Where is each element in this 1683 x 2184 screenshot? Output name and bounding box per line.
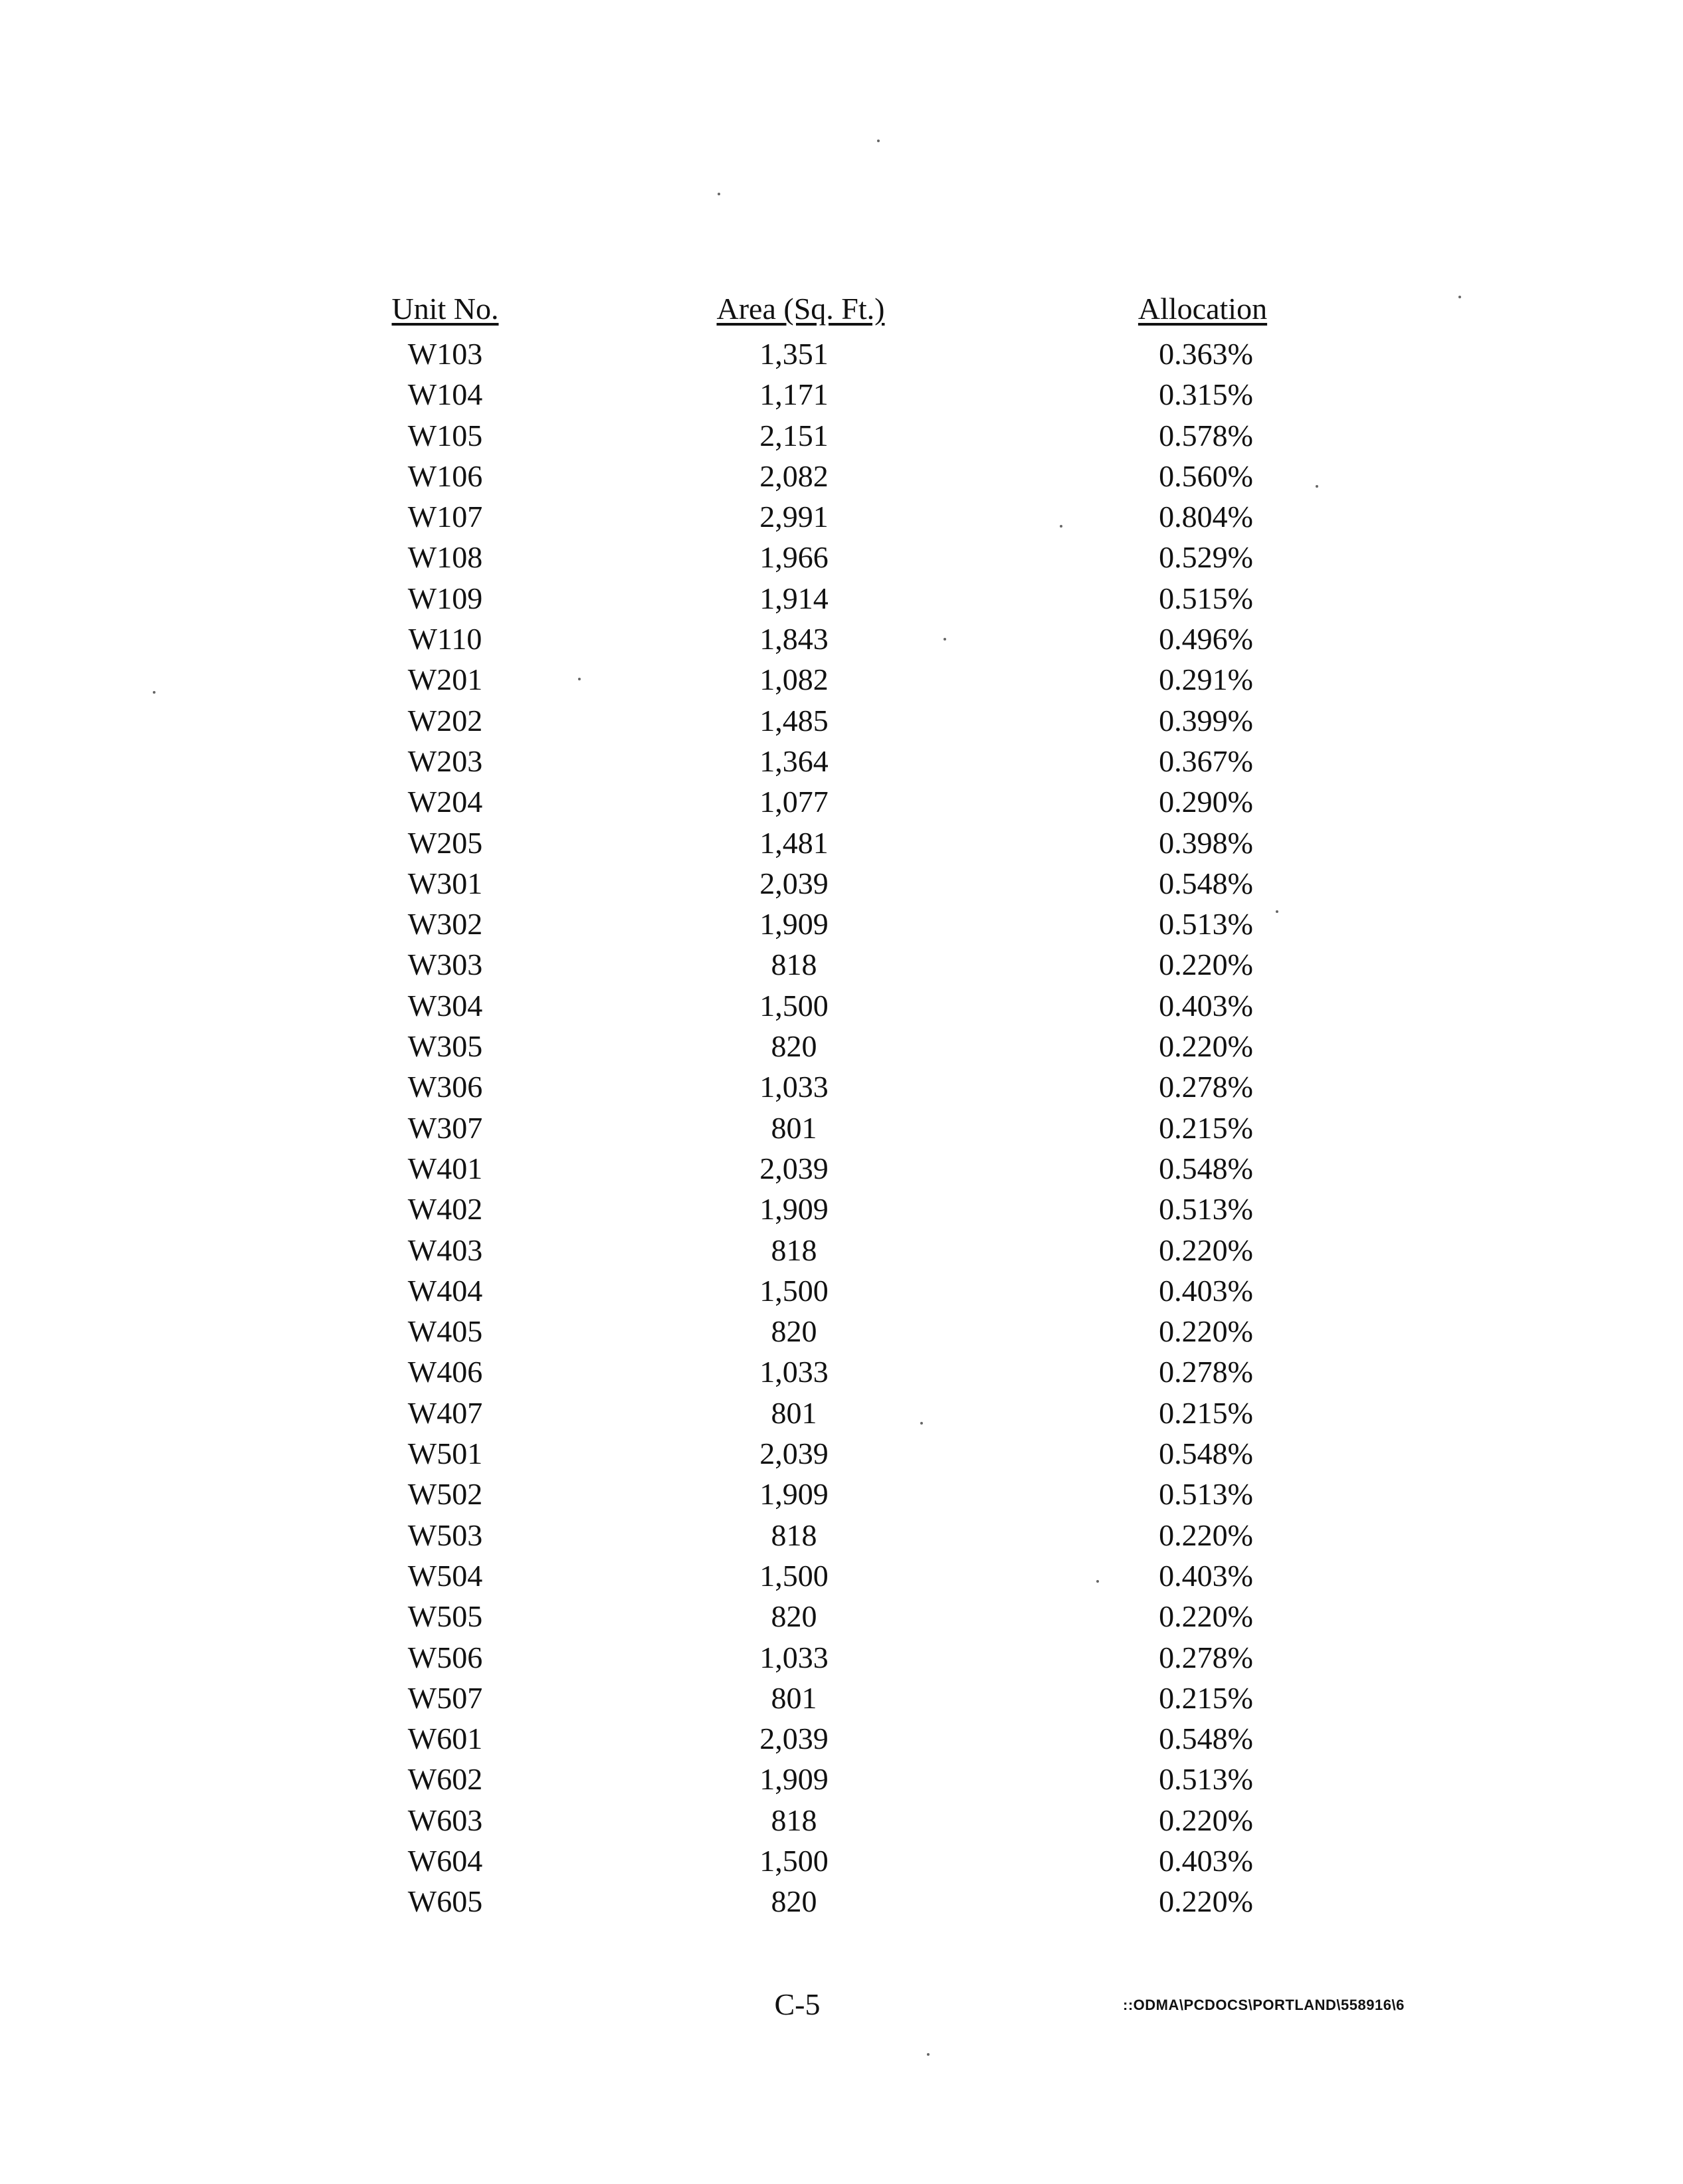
area-cell: 1,914 [759, 581, 829, 615]
allocation-cell: 0.220% [1159, 1314, 1253, 1349]
table-row [0, 1474, 1683, 1514]
allocation-cell: 0.399% [1159, 703, 1253, 738]
unit-cell: W305 [407, 1029, 483, 1064]
table-row [0, 1800, 1683, 1840]
area-cell: 1,171 [759, 377, 829, 412]
area-cell: 1,500 [759, 1273, 829, 1308]
allocation-cell: 0.403% [1159, 1843, 1253, 1878]
table-row [0, 334, 1683, 374]
unit-cell: W405 [407, 1314, 483, 1349]
area-cell: 2,082 [759, 458, 829, 493]
table-row [0, 823, 1683, 863]
area-cell: 820 [771, 1884, 817, 1919]
allocation-cell: 0.548% [1159, 1722, 1253, 1756]
scan-speck [1096, 1580, 1099, 1583]
table-row [0, 415, 1683, 456]
unit-cell: W504 [407, 1558, 483, 1593]
allocation-cell: 0.403% [1159, 1558, 1253, 1593]
unit-cell: W406 [407, 1355, 483, 1389]
table-row [0, 863, 1683, 904]
allocation-cell: 0.548% [1159, 1151, 1253, 1185]
scan-speck [1458, 296, 1461, 298]
unit-cell: W403 [407, 1233, 483, 1267]
area-cell: 1,033 [759, 1355, 829, 1389]
area-cell: 801 [771, 1680, 817, 1715]
allocation-cell: 0.578% [1159, 418, 1253, 452]
unit-cell: W107 [407, 500, 483, 534]
table-row [0, 904, 1683, 944]
scan-speck [920, 1422, 923, 1425]
area-cell: 1,909 [759, 1762, 829, 1797]
unit-cell: W307 [407, 1110, 483, 1145]
area-cell: 1,481 [759, 825, 829, 860]
unit-cell: W603 [407, 1803, 483, 1837]
allocation-cell: 0.291% [1159, 662, 1253, 697]
area-cell: 1,966 [759, 540, 829, 575]
area-cell: 1,485 [759, 703, 829, 738]
area-cell: 2,039 [759, 1722, 829, 1756]
area-cell: 1,843 [759, 622, 829, 656]
table-row [0, 619, 1683, 659]
unit-cell: W507 [407, 1680, 483, 1715]
table-row [0, 1637, 1683, 1678]
allocation-cell: 0.403% [1159, 1273, 1253, 1308]
allocation-cell: 0.220% [1159, 1233, 1253, 1267]
column-header-area: Area (Sq. Ft.) [716, 292, 885, 326]
area-cell: 1,033 [759, 1640, 829, 1674]
area-cell: 1,364 [759, 744, 829, 778]
allocation-cell: 0.220% [1159, 1803, 1253, 1837]
scan-speck [1276, 910, 1278, 913]
table-row [0, 659, 1683, 700]
scan-speck [578, 678, 581, 680]
table-row [0, 1718, 1683, 1759]
allocation-cell: 0.529% [1159, 540, 1253, 575]
area-cell: 2,151 [759, 418, 829, 452]
allocation-cell: 0.398% [1159, 825, 1253, 860]
area-cell: 820 [771, 1599, 817, 1634]
unit-cell: W502 [407, 1477, 483, 1512]
unit-cell: W302 [407, 907, 483, 942]
column-header-allocation: Allocation [1138, 292, 1268, 326]
table-row [0, 1840, 1683, 1881]
area-cell: 1,500 [759, 1558, 829, 1593]
table-row [0, 1596, 1683, 1637]
area-cell: 820 [771, 1029, 817, 1064]
table-row [0, 1351, 1683, 1392]
table-row [0, 496, 1683, 537]
unit-cell: W103 [407, 337, 483, 371]
scan-speck [1060, 525, 1062, 528]
area-cell: 1,500 [759, 988, 829, 1023]
allocation-cell: 0.513% [1159, 907, 1253, 942]
table-row [0, 1311, 1683, 1351]
area-cell: 818 [771, 1233, 817, 1267]
unit-cell: W204 [407, 785, 483, 819]
page-number: C-5 [774, 1987, 821, 2021]
unit-cell: W501 [407, 1437, 483, 1471]
unit-cell: W401 [407, 1151, 483, 1185]
area-cell: 1,033 [759, 1070, 829, 1104]
table-row [0, 944, 1683, 985]
unit-cell: W105 [407, 418, 483, 452]
table-row [0, 1881, 1683, 1922]
unit-cell: W506 [407, 1640, 483, 1674]
area-cell: 1,909 [759, 907, 829, 942]
allocation-cell: 0.220% [1159, 947, 1253, 982]
allocation-cell: 0.220% [1159, 1518, 1253, 1552]
allocation-cell: 0.215% [1159, 1680, 1253, 1715]
allocation-cell: 0.290% [1159, 785, 1253, 819]
table-row [0, 1066, 1683, 1107]
unit-cell: W104 [407, 377, 483, 412]
table-row [0, 1230, 1683, 1270]
column-header-unit-no: Unit No. [391, 292, 499, 326]
allocation-cell: 0.220% [1159, 1884, 1253, 1919]
unit-cell: W109 [407, 581, 483, 615]
area-cell: 820 [771, 1314, 817, 1349]
area-cell: 818 [771, 1518, 817, 1552]
unit-cell: W602 [407, 1762, 483, 1797]
area-cell: 2,039 [759, 866, 829, 900]
area-cell: 1,351 [759, 337, 829, 371]
scan-speck [943, 638, 946, 641]
unit-cell: W301 [407, 866, 483, 900]
area-cell: 1,077 [759, 785, 829, 819]
unit-cell: W601 [407, 1722, 483, 1756]
unit-cell: W306 [407, 1070, 483, 1104]
scan-speck [718, 193, 720, 195]
unit-cell: W203 [407, 744, 483, 778]
area-cell: 818 [771, 1803, 817, 1837]
allocation-cell: 0.513% [1159, 1762, 1253, 1797]
area-cell: 801 [771, 1395, 817, 1430]
area-cell: 1,500 [759, 1843, 829, 1878]
allocation-cell: 0.513% [1159, 1192, 1253, 1227]
unit-cell: W304 [407, 988, 483, 1023]
allocation-cell: 0.363% [1159, 337, 1253, 371]
allocation-table-body [0, 334, 1683, 1922]
unit-cell: W402 [407, 1192, 483, 1227]
unit-cell: W407 [407, 1395, 483, 1430]
unit-cell: W201 [407, 662, 483, 697]
area-cell: 801 [771, 1110, 817, 1145]
table-row [0, 1148, 1683, 1189]
unit-cell: W605 [407, 1884, 483, 1919]
table-row [0, 1189, 1683, 1229]
area-cell: 2,039 [759, 1151, 829, 1185]
unit-cell: W604 [407, 1843, 483, 1878]
table-row [0, 1433, 1683, 1474]
allocation-cell: 0.220% [1159, 1029, 1253, 1064]
table-row [0, 1108, 1683, 1148]
allocation-cell: 0.804% [1159, 500, 1253, 534]
table-row [0, 537, 1683, 577]
scan-speck [877, 140, 880, 142]
allocation-cell: 0.278% [1159, 1070, 1253, 1104]
scan-speck [1316, 485, 1318, 488]
unit-cell: W110 [408, 622, 482, 656]
allocation-cell: 0.515% [1159, 581, 1253, 615]
allocation-cell: 0.548% [1159, 866, 1253, 900]
table-row [0, 1678, 1683, 1718]
scan-speck [153, 691, 155, 694]
table-row [0, 578, 1683, 619]
area-cell: 1,909 [759, 1477, 829, 1512]
allocation-cell: 0.403% [1159, 988, 1253, 1023]
table-row [0, 1393, 1683, 1433]
unit-cell: W303 [407, 947, 483, 982]
table-row [0, 1555, 1683, 1596]
allocation-cell: 0.215% [1159, 1110, 1253, 1145]
allocation-cell: 0.215% [1159, 1395, 1253, 1430]
unit-cell: W404 [407, 1273, 483, 1308]
unit-cell: W202 [407, 703, 483, 738]
allocation-cell: 0.548% [1159, 1437, 1253, 1471]
unit-cell: W106 [407, 458, 483, 493]
allocation-cell: 0.367% [1159, 744, 1253, 778]
table-row [0, 456, 1683, 496]
table-row [0, 700, 1683, 741]
unit-cell: W108 [407, 540, 483, 575]
unit-cell: W205 [407, 825, 483, 860]
allocation-cell: 0.560% [1159, 458, 1253, 493]
table-row [0, 374, 1683, 415]
table-row [0, 741, 1683, 781]
area-cell: 2,039 [759, 1437, 829, 1471]
table-row [0, 1026, 1683, 1066]
unit-cell: W505 [407, 1599, 483, 1634]
allocation-cell: 0.278% [1159, 1640, 1253, 1674]
table-row [0, 985, 1683, 1026]
area-cell: 818 [771, 947, 817, 982]
table-row [0, 1759, 1683, 1799]
allocation-cell: 0.278% [1159, 1355, 1253, 1389]
allocation-cell: 0.315% [1159, 377, 1253, 412]
allocation-cell: 0.513% [1159, 1477, 1253, 1512]
unit-cell: W503 [407, 1518, 483, 1552]
scan-speck [927, 2053, 930, 2056]
document-path: ::ODMA\PCDOCS\PORTLAND\558916\6 [1123, 1997, 1405, 2013]
allocation-cell: 0.496% [1159, 622, 1253, 656]
area-cell: 1,082 [759, 662, 829, 697]
table-row [0, 781, 1683, 822]
allocation-cell: 0.220% [1159, 1599, 1253, 1634]
area-cell: 2,991 [759, 500, 829, 534]
table-row [0, 1270, 1683, 1311]
area-cell: 1,909 [759, 1192, 829, 1227]
table-row [0, 1515, 1683, 1555]
